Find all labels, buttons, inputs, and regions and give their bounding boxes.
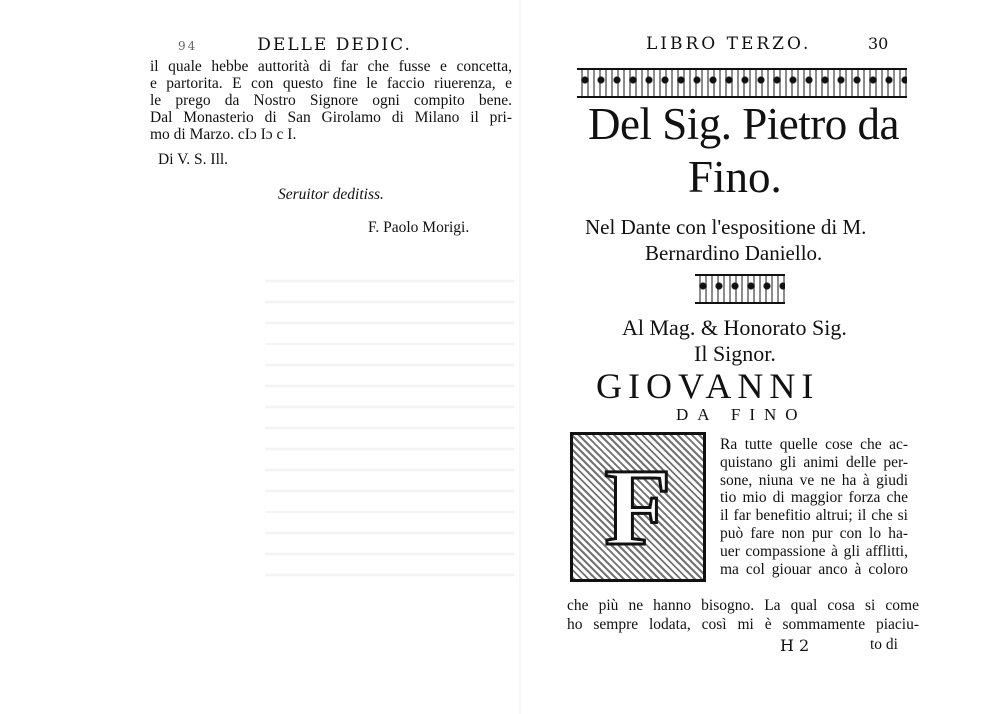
dedication-line-1: Al Mag. & Honorato Sig.: [622, 315, 847, 340]
right-line-3: sone, niuna ve ne ha à giudi: [720, 471, 908, 489]
left-signature: F. Paolo Morigi.: [368, 219, 470, 236]
right-indented-text: [720, 436, 908, 578]
left-closing: Di V. S. Ill.: [158, 151, 229, 168]
signature-mark: H 2: [780, 636, 810, 655]
left-line-4: Dal Monasterio di San Girolamo di Milano il pri-: [150, 109, 512, 126]
show-through-shadow: [265, 280, 515, 580]
right-page-number: 30: [868, 34, 889, 53]
left-line-2: e partorita. E con questo fine le faccio riuerenza, e: [150, 75, 512, 92]
right-full-line-1: che più ne hanno bisogno. La qual cosa si come: [567, 597, 919, 614]
right-line-4: tio mio di maggior forza che: [720, 489, 908, 507]
title-line-1: Del Sig. Pietro da: [588, 99, 899, 149]
left-body-text: [150, 58, 512, 236]
recipient-first-name: GIOVANNI: [596, 366, 820, 406]
subtitle-line-2: Bernardino Daniello.: [645, 241, 823, 265]
right-full-width-text: [567, 596, 919, 634]
gutter: [519, 0, 521, 714]
dedication-line-2: Il Signor.: [694, 341, 776, 366]
title-line-2: Fino.: [688, 152, 782, 202]
dedication: [622, 315, 847, 367]
drop-cap-initial: [570, 432, 706, 582]
right-line-5: il far benefitio altrui; il che si: [720, 507, 908, 525]
left-servitor: Seruitor deditiss.: [278, 186, 384, 203]
recipient-last-name: DA FINO: [676, 405, 807, 424]
right-line-6: può fare non pur con lo ha-: [720, 524, 908, 542]
drop-cap-letter: F: [604, 446, 672, 568]
right-line-8: ma col giouar anco à coloro: [720, 560, 908, 578]
left-running-head-text: DELLE DEDIC.: [257, 35, 412, 55]
ornament-band-top: [577, 68, 907, 98]
ornament-band-middle: [695, 274, 785, 304]
left-line-1: il quale hebbe auttorità di far che fusse e concetta,: [150, 58, 512, 75]
right-running-head: LIBRO TERZO.: [646, 34, 812, 54]
subtitle: [585, 214, 866, 266]
right-full-line-2: ho sempre lodata, così mi è sommamente piaciu-: [567, 616, 919, 633]
left-folio: 94: [178, 39, 198, 53]
right-line-1: Ra tutte quelle cose che ac-: [720, 436, 908, 453]
left-line-5: mo di Marzo. cIɔ Iɔ c I.: [150, 126, 297, 143]
catchword: to di: [870, 636, 898, 653]
left-running-head: [178, 35, 412, 55]
left-line-3: le prego da Nostro Signore ogni compito bene.: [150, 92, 512, 109]
right-line-7: uer compassione à gli afflitti,: [720, 542, 908, 560]
subtitle-line-1: Nel Dante con l'espositione di M.: [585, 215, 867, 239]
right-line-2: quistano gli animi delle per-: [720, 453, 908, 471]
